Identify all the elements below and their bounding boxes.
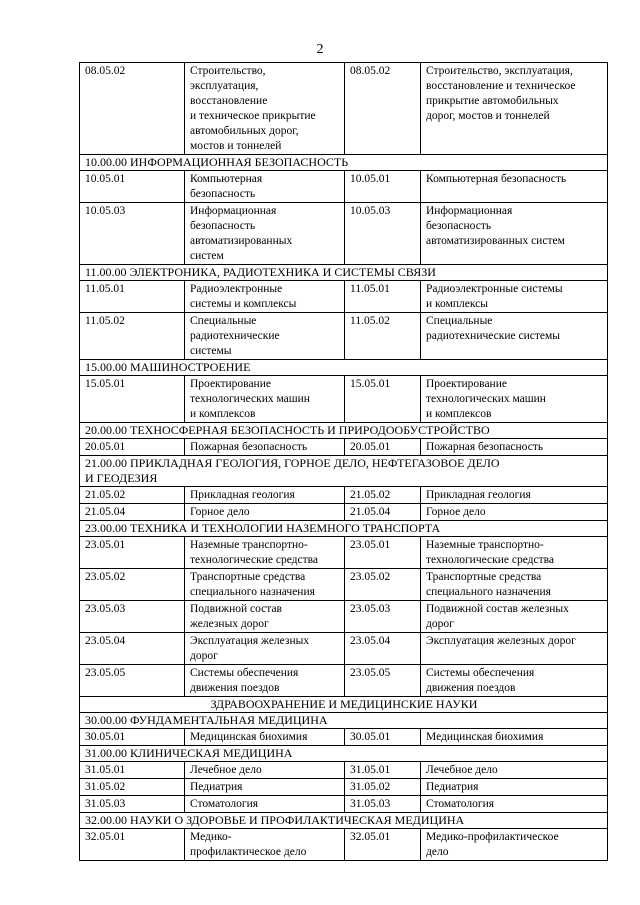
code-cell: 31.05.01 xyxy=(80,762,185,779)
name-cell: Информационная безопасность автоматизированных систем xyxy=(185,203,345,265)
section-heading-row xyxy=(80,423,608,439)
code-cell: 23.05.02 xyxy=(80,569,185,601)
code-cell: 21.05.04 xyxy=(80,504,185,521)
name2-cell: Наземные транспортно- технологические средства xyxy=(421,537,608,569)
section-heading-row xyxy=(80,521,608,537)
code-cell: 23.05.04 xyxy=(80,633,185,665)
code-cell: 11.05.01 xyxy=(80,281,185,313)
table-row xyxy=(80,729,608,746)
table-row xyxy=(80,665,608,697)
code-cell: 30.05.01 xyxy=(80,729,185,746)
name-cell: Компьютерная безопасность xyxy=(185,171,345,203)
name2-cell: Горное дело xyxy=(421,504,608,521)
section-heading: 11.00.00 ЭЛЕКТРОНИКА, РАДИОТЕХНИКА И СИСТЕМЫ СВЯЗИ xyxy=(80,265,608,281)
code2-cell: 20.05.01 xyxy=(345,439,421,456)
code-cell: 23.05.01 xyxy=(80,537,185,569)
name2-cell: Медико-профилактическое дело xyxy=(421,829,608,861)
code2-cell: 21.05.04 xyxy=(345,504,421,521)
code2-cell: 21.05.02 xyxy=(345,487,421,504)
code2-cell: 31.05.02 xyxy=(345,779,421,796)
name2-cell: Лечебное дело xyxy=(421,762,608,779)
section-heading: 15.00.00 МАШИНОСТРОЕНИЕ xyxy=(80,360,608,376)
section-heading-row xyxy=(80,813,608,829)
section-heading: 32.00.00 НАУКИ О ЗДОРОВЬЕ И ПРОФИЛАКТИЧЕСКАЯ МЕДИЦИНА xyxy=(80,813,608,829)
table-row xyxy=(80,537,608,569)
code-cell: 15.05.01 xyxy=(80,376,185,423)
name2-cell: Компьютерная безопасность xyxy=(421,171,608,203)
section-heading: 31.00.00 КЛИНИЧЕСКАЯ МЕДИЦИНА xyxy=(80,746,608,762)
name-cell: Педиатрия xyxy=(185,779,345,796)
code-cell: 31.05.02 xyxy=(80,779,185,796)
group-heading-row xyxy=(80,697,608,713)
code-cell: 31.05.03 xyxy=(80,796,185,813)
code2-cell: 23.05.03 xyxy=(345,601,421,633)
table-row xyxy=(80,504,608,521)
table-row xyxy=(80,762,608,779)
name-cell: Транспортные средства специального назначения xyxy=(185,569,345,601)
table-row xyxy=(80,439,608,456)
code2-cell: 31.05.01 xyxy=(345,762,421,779)
code-cell: 23.05.05 xyxy=(80,665,185,697)
name2-cell: Специальные радиотехнические системы xyxy=(421,313,608,360)
table-row xyxy=(80,601,608,633)
section-heading-row xyxy=(80,265,608,281)
name-cell: Радиоэлектронные системы и комплексы xyxy=(185,281,345,313)
name2-cell: Стоматология xyxy=(421,796,608,813)
code2-cell: 30.05.01 xyxy=(345,729,421,746)
table-row xyxy=(80,171,608,203)
section-heading-row xyxy=(80,360,608,376)
code2-cell: 11.05.01 xyxy=(345,281,421,313)
code-cell: 08.05.02 xyxy=(80,63,185,155)
code-cell: 23.05.03 xyxy=(80,601,185,633)
name2-cell: Прикладная геология xyxy=(421,487,608,504)
name2-cell: Педиатрия xyxy=(421,779,608,796)
name2-cell: Информационная безопасность автоматизированных систем xyxy=(421,203,608,265)
code-cell: 20.05.01 xyxy=(80,439,185,456)
table-row xyxy=(80,313,608,360)
code-cell: 10.05.03 xyxy=(80,203,185,265)
table-row xyxy=(80,63,608,155)
code2-cell: 23.05.05 xyxy=(345,665,421,697)
table-row xyxy=(80,376,608,423)
code-cell: 11.05.02 xyxy=(80,313,185,360)
name-cell: Проектирование технологических машин и комплексов xyxy=(185,376,345,423)
section-heading-row xyxy=(80,746,608,762)
name2-cell: Транспортные средства специального назначения xyxy=(421,569,608,601)
name-cell: Стоматология xyxy=(185,796,345,813)
table-row xyxy=(80,633,608,665)
section-heading-row xyxy=(80,713,608,729)
name-cell: Лечебное дело xyxy=(185,762,345,779)
section-heading-row xyxy=(80,456,608,487)
specialties-table xyxy=(79,62,608,861)
name-cell: Горное дело xyxy=(185,504,345,521)
name2-cell: Медицинская биохимия xyxy=(421,729,608,746)
name-cell: Системы обеспечения движения поездов xyxy=(185,665,345,697)
table-body xyxy=(80,63,608,861)
name-cell: Строительство, эксплуатация, восстановление и техническое прикрытие автомобильных дорог, мостов и тоннелей xyxy=(185,63,345,155)
table-row xyxy=(80,203,608,265)
table-row xyxy=(80,281,608,313)
code-cell: 21.05.02 xyxy=(80,487,185,504)
code2-cell: 08.05.02 xyxy=(345,63,421,155)
code2-cell: 10.05.03 xyxy=(345,203,421,265)
code2-cell: 23.05.01 xyxy=(345,537,421,569)
code2-cell: 10.05.01 xyxy=(345,171,421,203)
section-heading: 23.00.00 ТЕХНИКА И ТЕХНОЛОГИИ НАЗЕМНОГО ТРАНСПОРТА xyxy=(80,521,608,537)
name-cell: Эксплуатация железных дорог xyxy=(185,633,345,665)
code2-cell: 15.05.01 xyxy=(345,376,421,423)
name-cell: Медико- профилактическое дело xyxy=(185,829,345,861)
code-cell: 32.05.01 xyxy=(80,829,185,861)
section-heading: 21.00.00 ПРИКЛАДНАЯ ГЕОЛОГИЯ, ГОРНОЕ ДЕЛО, НЕФТЕГАЗОВОЕ ДЕЛО И ГЕОДЕЗИЯ xyxy=(80,456,608,487)
code2-cell: 23.05.04 xyxy=(345,633,421,665)
page-number: 2 xyxy=(316,42,324,57)
code2-cell: 23.05.02 xyxy=(345,569,421,601)
section-heading: 30.00.00 ФУНДАМЕНТАЛЬНАЯ МЕДИЦИНА xyxy=(80,713,608,729)
name-cell: Подвижной состав железных дорог xyxy=(185,601,345,633)
table-row xyxy=(80,829,608,861)
name2-cell: Радиоэлектронные системы и комплексы xyxy=(421,281,608,313)
section-heading: 10.00.00 ИНФОРМАЦИОННАЯ БЕЗОПАСНОСТЬ xyxy=(80,155,608,171)
name2-cell: Системы обеспечения движения поездов xyxy=(421,665,608,697)
section-heading-row xyxy=(80,155,608,171)
code2-cell: 31.05.03 xyxy=(345,796,421,813)
code2-cell: 32.05.01 xyxy=(345,829,421,861)
name-cell: Медицинская биохимия xyxy=(185,729,345,746)
table-row xyxy=(80,569,608,601)
table-row xyxy=(80,796,608,813)
group-heading: ЗДРАВООХРАНЕНИЕ И МЕДИЦИНСКИЕ НАУКИ xyxy=(80,697,608,713)
name2-cell: Строительство, эксплуатация, восстановление и техническое прикрытие автомобильных дорог, мостов и тоннелей xyxy=(421,63,608,155)
table-row xyxy=(80,487,608,504)
section-heading: 20.00.00 ТЕХНОСФЕРНАЯ БЕЗОПАСНОСТЬ И ПРИРОДООБУСТРОЙСТВО xyxy=(80,423,608,439)
name2-cell: Эксплуатация железных дорог xyxy=(421,633,608,665)
name2-cell: Проектирование технологических машин и комплексов xyxy=(421,376,608,423)
code-cell: 10.05.01 xyxy=(80,171,185,203)
name-cell: Специальные радиотехнические системы xyxy=(185,313,345,360)
name-cell: Пожарная безопасность xyxy=(185,439,345,456)
name-cell: Наземные транспортно- технологические средства xyxy=(185,537,345,569)
table-row xyxy=(80,779,608,796)
name2-cell: Подвижной состав железных дорог xyxy=(421,601,608,633)
code2-cell: 11.05.02 xyxy=(345,313,421,360)
name-cell: Прикладная геология xyxy=(185,487,345,504)
name2-cell: Пожарная безопасность xyxy=(421,439,608,456)
